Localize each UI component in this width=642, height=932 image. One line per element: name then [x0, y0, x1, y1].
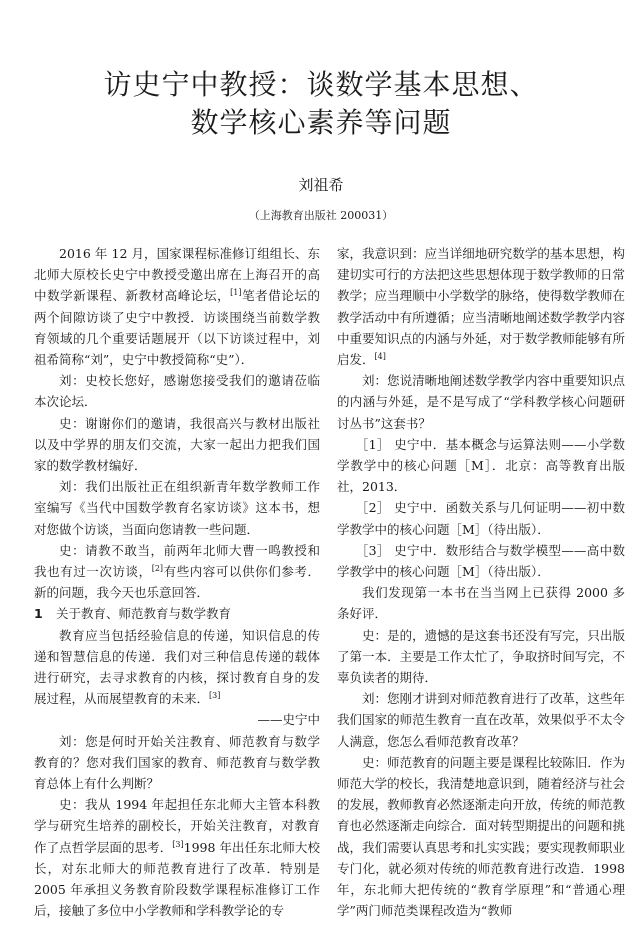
book-reference: ［3］ 史宁中．数形结合与数学模型——高中数学教学中的核心问题［M］（待出版）．	[337, 542, 625, 580]
citation: [3]	[172, 839, 184, 849]
paragraph: 史：我从 1994 年起担任东北师大主管本科教学与研究生培养的副校长，开始关注教育，对教育作了点哲学层面的思考．[3]1998 年出任东北师大校长，对东北师大的师范教育进行了改革．特别是 2005 年承担义务教育阶段数学课程标准修订工作后，接触了多位中小学教师和学科教学论的专	[34, 797, 320, 919]
paragraph: 2016 年 12 月，国家课程标准修订组组长、东北师大原校长史宁中教授受邀出席在上海召开的高中数学新课程、新教材高峰论坛，[1]笔者借论坛的两个间隙访谈了史宁中教授．访谈围绕当前数学教育领域的几个重要话题展开（以下访谈过程中，刘祖希简称“刘”，史宁中教授简称“史”）．	[34, 246, 320, 368]
paragraph: 史：师范教育的问题主要是课程比较陈旧．作为师范大学的校长，我清楚地意识到，随着经济与社会的发展，教师教育必然逐渐走向开放，传统的师范教育也必然逐渐走向综合．面对转型期提出的问题和挑战，我们需要认真思考和扎实实践；要实现教师职业专门化，就必须对传统的师范教育进行改造．1998 年，东北师大把传统的“教育学原理”和“普通心理学”两门师范类课程改造为“教师	[337, 754, 625, 919]
author-name: 刘祖希	[298, 176, 344, 194]
section-number: 1	[34, 606, 43, 622]
paragraph: 刘：我们出版社正在组织新青年数学教师工作室编写《当代中国数学教育名家访谈》这本书，想对您做个访谈，当面向您请教一些问题．	[34, 479, 320, 537]
citation: [3]	[209, 691, 221, 701]
paragraph: 史：请教不敢当，前两年北师大曹一鸣教授和我也有过一次访谈，[2]有些内容可以供你们参考．新的问题，我今天也乐意回答．	[34, 542, 320, 601]
right-column	[337, 243, 625, 922]
article-title	[0, 66, 642, 142]
book-reference: ［2］ 史宁中．函数关系与几何证明——初中数学教学中的核心问题［M］（待出版）．	[337, 500, 625, 537]
paragraph: 史：谢谢你们的邀请，我很高兴与教材出版社以及中学界的朋友们交流，大家一起出力把我们国家的数学教材编好．	[34, 415, 320, 474]
paragraph: 刘：您说清晰地阐述数学教学内容中重要知识点的内涵与外延，是不是写成了“学科教学核心问题研讨丛书”这套书？	[337, 373, 625, 431]
paragraph: 刘：您是何时开始关注教育、师范教育与数学教育的？您对我们国家的教育、师范教育与数学教育总体上有什么判断？	[34, 733, 320, 792]
paragraph: 家，我意识到：应当详细地研究数学的基本思想，构建切实可行的方法把这些思想体现于数学教师的日常教学；应当理顺中小学数学的脉络，使得数学教师在教学活动中有所遵循；应当清晰地阐述数学教学内容中重要知识点的内涵与外延，对于数学教师能够有所启发．[4]	[337, 246, 625, 368]
title-line-1: 访史宁中教授：谈数学基本思想、	[103, 68, 539, 101]
paragraph: 刘：史校长您好，感谢您接受我们的邀请莅临本次论坛．	[34, 373, 320, 410]
paragraph: 史：是的，遗憾的是这套书还没有写完，只出版了第一本．主要是工作太忙了，争取挤时间写完，不辜负读者的期待．	[337, 627, 625, 686]
citation: [2]	[151, 563, 164, 573]
epigraph-attribution: ——史宁中	[257, 712, 320, 728]
citation: [1]	[230, 288, 242, 298]
author-affiliation: （上海教育出版社 200031）	[248, 209, 394, 222]
left-column	[34, 243, 320, 922]
book-reference: ［1］ 史宁中．基本概念与运算法则——小学数学教学中的核心问题［M］．北京：高等教育出版社，2013．	[337, 436, 625, 495]
paragraph: 我们发现第一本书在当当网上已获得 2000 多条好评．	[337, 585, 625, 622]
paragraph: 刘：您刚才讲到对师范教育进行了改革，这些年我们国家的师范生教育一直在改革，效果似乎不太令人满意，您怎么看师范教育改革？	[337, 691, 625, 749]
epigraph: 教育应当包括经验信息的传递，知识信息的传递和智慧信息的传递．我们对三种信息传递的载体进行研究，去寻求教育的内核，探讨教育自身的发展过程，从而展望教育的未来．[3]	[34, 627, 320, 707]
section-title: 关于教育、师范教育与数学教育	[56, 606, 232, 622]
title-line-2: 数学核心素养等问题	[190, 106, 452, 139]
citation: [4]	[374, 351, 386, 361]
section-heading	[34, 603, 320, 624]
